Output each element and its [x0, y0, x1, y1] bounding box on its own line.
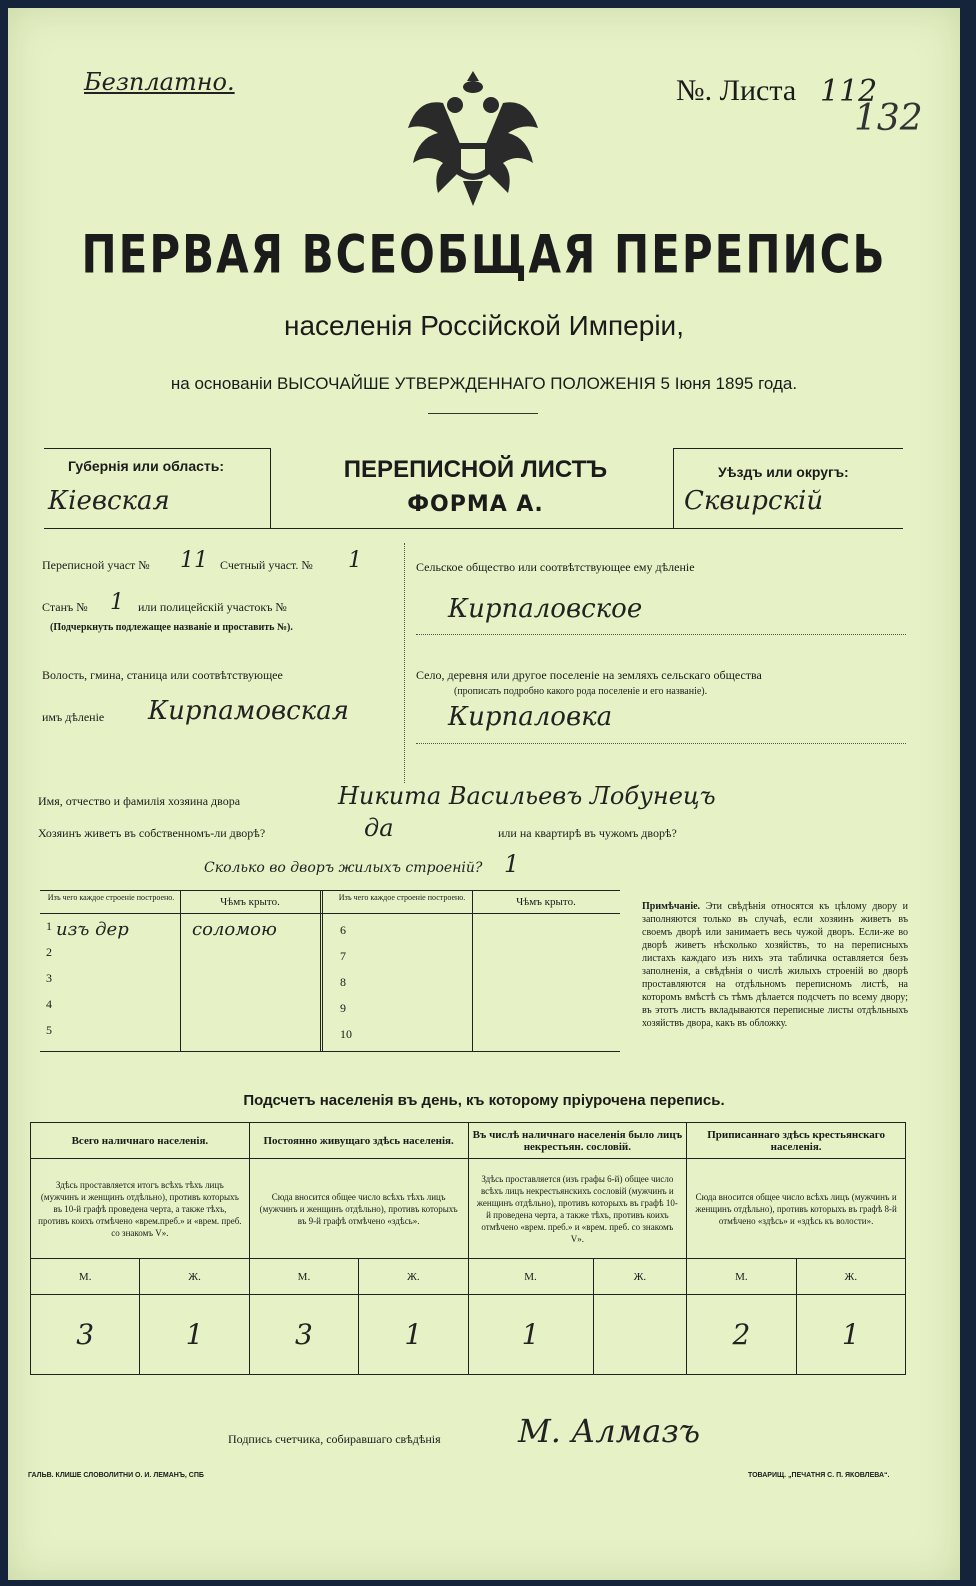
- col-roof-header: Чѣмъ крыто.: [220, 896, 280, 908]
- note-block: [642, 900, 908, 1030]
- signature-value: М. Алмазъ: [518, 1412, 701, 1450]
- footer-right: ТОВАРИЩ. „ПЕЧАТНЯ С. П. ЯКОВЛЕВА“.: [748, 1472, 890, 1479]
- page-title: ПЕРВАЯ ВСЕОБЩАЯ ПЕРЕПИСЬ: [81, 223, 887, 286]
- volost-label: Волость, гмина, станица или соотвѣтствующее: [42, 668, 283, 682]
- field-line: [416, 634, 906, 635]
- male-header: М.: [468, 1259, 593, 1295]
- uezd-value: Сквирскій: [684, 486, 824, 516]
- row-number: 5: [46, 1023, 52, 1037]
- stan-rest-label: или полицейскій участокъ №: [138, 600, 287, 614]
- female-header: Ж.: [796, 1259, 905, 1295]
- census-area-value: 11: [180, 548, 208, 573]
- row-number: 8: [340, 975, 346, 989]
- population-heading: Подсчетъ населенія въ день, къ которому пріурочена перепись.: [243, 1092, 725, 1109]
- col-roof-header-2: Чѣмъ крыто.: [516, 896, 576, 908]
- free-label: Безплатно.: [84, 68, 235, 96]
- row-number: 4: [46, 997, 52, 1011]
- male-count: 1: [468, 1295, 593, 1375]
- frame-line: [673, 448, 674, 528]
- stan-value: 1: [110, 590, 124, 615]
- signature-label: Подпись счетчика, собиравшаго свѣдѣнія: [228, 1432, 441, 1446]
- row-number: 10: [340, 1027, 352, 1041]
- ornament-divider: [428, 413, 538, 414]
- count-area-value: 1: [348, 548, 362, 573]
- row-number: 7: [340, 949, 346, 963]
- archive-number: 132: [854, 98, 923, 139]
- row-number: 2: [46, 945, 52, 959]
- row-number: 1: [46, 919, 52, 933]
- owner-label: Имя, отчество и фамилія хозяина двора: [38, 794, 241, 808]
- row-number: 3: [46, 971, 52, 985]
- volost-label-2: имъ дѣленіе: [42, 710, 105, 724]
- buildings-value: 1: [504, 850, 520, 878]
- col-material-header-2: Изъ чего каждое строеніе построено.: [338, 893, 466, 902]
- column-divider: [404, 543, 405, 783]
- male-count: 3: [31, 1295, 140, 1375]
- rent-label: или на квартирѣ въ чужомъ дворѣ?: [498, 826, 677, 840]
- census-area-label: Переписной участ №: [42, 558, 150, 572]
- count-area-label: Счетный участ. №: [220, 558, 313, 572]
- buildings-label: Сколько во дворъ жилыхъ строеній?: [204, 860, 483, 876]
- male-header: М.: [31, 1259, 140, 1295]
- frame-line: [44, 528, 903, 529]
- basis-line: на основаніи ВЫСОЧАЙШЕ УТВЕРЖДЕННАГО ПОЛОЖЕНІЯ 5 Іюня 1895 года.: [170, 374, 798, 393]
- stan-label: Станъ №: [42, 600, 88, 614]
- society-label: Сельское общество или соотвѣтствующее ему дѣленіе: [416, 560, 695, 574]
- pop-col-title: Въ числѣ наличнаго населенія было лицъ некрестьян. сословій.: [468, 1123, 687, 1159]
- sheet-number-label: №. Листа: [676, 74, 797, 107]
- page-subtitle: населенія Россійской Имперіи,: [284, 310, 684, 341]
- frame-line: [270, 448, 271, 528]
- form-title: ПЕРЕПИСНОЙ ЛИСТЪ: [343, 456, 608, 483]
- pop-col-desc: Здѣсь проставляется итогъ всѣхъ тѣхъ лицъ (мужчинъ и женщинъ отдѣльно), противъ которыхъ въ 10-й графѣ проведена черта, а также тѣхъ, противъ коихъ отмѣчено «врем.преб.» и «врем. преб. со знакомъ V».: [31, 1159, 250, 1259]
- pop-col-title: Всего наличнаго населенія.: [31, 1123, 250, 1159]
- gubernia-value: Кіевская: [48, 486, 170, 516]
- village-note: (прописать подробно какого рода поселеніе и его названіе).: [454, 686, 708, 697]
- row-roof: соломою: [192, 919, 277, 940]
- own-yard-value: да: [364, 814, 394, 842]
- uezd-label: Уѣздъ или округъ:: [718, 464, 849, 480]
- pop-col-title: Приписаннаго здѣсь крестьянскаго населенія.: [687, 1123, 906, 1159]
- female-count: 1: [140, 1295, 249, 1375]
- male-header: М.: [249, 1259, 358, 1295]
- form-subtitle: ФОРМА А.: [407, 492, 544, 517]
- gubernia-label: Губернія или область:: [68, 458, 225, 474]
- pop-col-desc: Сюда вносится общее число всѣхъ лицъ (мужчинъ и женщинъ отдѣльно), противъ которыхъ въ графѣ 8-й отмѣчено «здѣсь» и «здѣсь къ волости».: [687, 1159, 906, 1259]
- table-line: [40, 913, 620, 914]
- note-text: Эти свѣдѣнія относятся къ цѣлому двору и заполняются только въ случаѣ, если хозяинъ живетъ въ своемъ дворѣ или занимаетъ весь чужой дворъ. Если-же во дворѣ живетъ нѣсколько хозяйствъ, то на переписныхъ листахъ каждаго изъ нихъ эта табличка оставляется безъ заполненія, а свѣдѣнія о числѣ жилыхъ строеній во дворѣ проставляются на отдѣльномъ переписномъ листѣ, на которомъ вмѣстѣ съ тѣмъ дѣлается подсчетъ по всему двору; въ этотъ листъ вкладываются переписные листы отдѣльныхъ хозяйствъ двора, какъ въ обложку.: [642, 901, 908, 1029]
- table-line: [472, 891, 473, 1051]
- table-line: [320, 891, 323, 1051]
- owner-value: Никита Васильевъ Лобунецъ: [338, 782, 716, 810]
- female-count: 1: [796, 1295, 905, 1375]
- note-title: Примѣчаніе.: [642, 901, 701, 912]
- male-header: М.: [687, 1259, 796, 1295]
- stan-note: (Подчеркнуть подлежащее названіе и проставить №).: [50, 622, 293, 633]
- own-yard-label: Хозяинъ живетъ въ собственномъ-ли дворѣ?: [38, 826, 266, 840]
- volost-value: Кирпамовская: [148, 696, 349, 726]
- table-line: [180, 891, 181, 1051]
- village-label: Село, деревня или другое поселеніе на земляхъ сельскаго общества: [416, 668, 762, 682]
- female-header: Ж.: [140, 1259, 249, 1295]
- field-line: [416, 743, 906, 744]
- row-number: 6: [340, 923, 346, 937]
- col-material-header: Изъ чего каждое строеніе построено.: [47, 893, 175, 902]
- census-sheet: [8, 8, 960, 1580]
- female-count: [593, 1295, 687, 1375]
- society-value: Кирпаловское: [448, 594, 643, 624]
- imperial-eagle-icon: [403, 63, 543, 213]
- pop-col-desc: Сюда вносится общее число всѣхъ тѣхъ лицъ (мужчинъ и женщинъ отдѣльно), противъ которыхъ въ 9-й графѣ отмѣчено «здѣсь».: [249, 1159, 468, 1259]
- population-table: [30, 1122, 906, 1375]
- female-header: Ж.: [359, 1259, 468, 1295]
- frame-line: [44, 448, 270, 449]
- male-count: 2: [687, 1295, 796, 1375]
- female-count: 1: [359, 1295, 468, 1375]
- frame-line: [673, 448, 903, 449]
- village-value: Кирпаловка: [448, 702, 613, 732]
- footer-left: ГАЛЬВ. КЛИШЕ СЛОВОЛИТНИ О. И. ЛЕМАНЪ, СПБ: [28, 1472, 204, 1479]
- pop-col-title: Постоянно живущаго здѣсь населенія.: [249, 1123, 468, 1159]
- sheet-number-value: 112: [820, 74, 878, 109]
- pop-col-desc: Здѣсь проставляется (изъ графы 6-й) общее число всѣхъ лицъ некрестьянскихъ сословій (мужчинъ и женщинъ отдѣльно), противъ которыхъ въ графѣ 10-й проведена черта, а также тѣхъ, противъ коихъ отмѣчено «врем. преб.» и «врем. преб. со знакомъ V».: [468, 1159, 687, 1259]
- row-number: 9: [340, 1001, 346, 1015]
- buildings-table: [40, 890, 620, 1052]
- female-header: Ж.: [593, 1259, 687, 1295]
- male-count: 3: [249, 1295, 358, 1375]
- row-material: изъ дер: [56, 919, 129, 940]
